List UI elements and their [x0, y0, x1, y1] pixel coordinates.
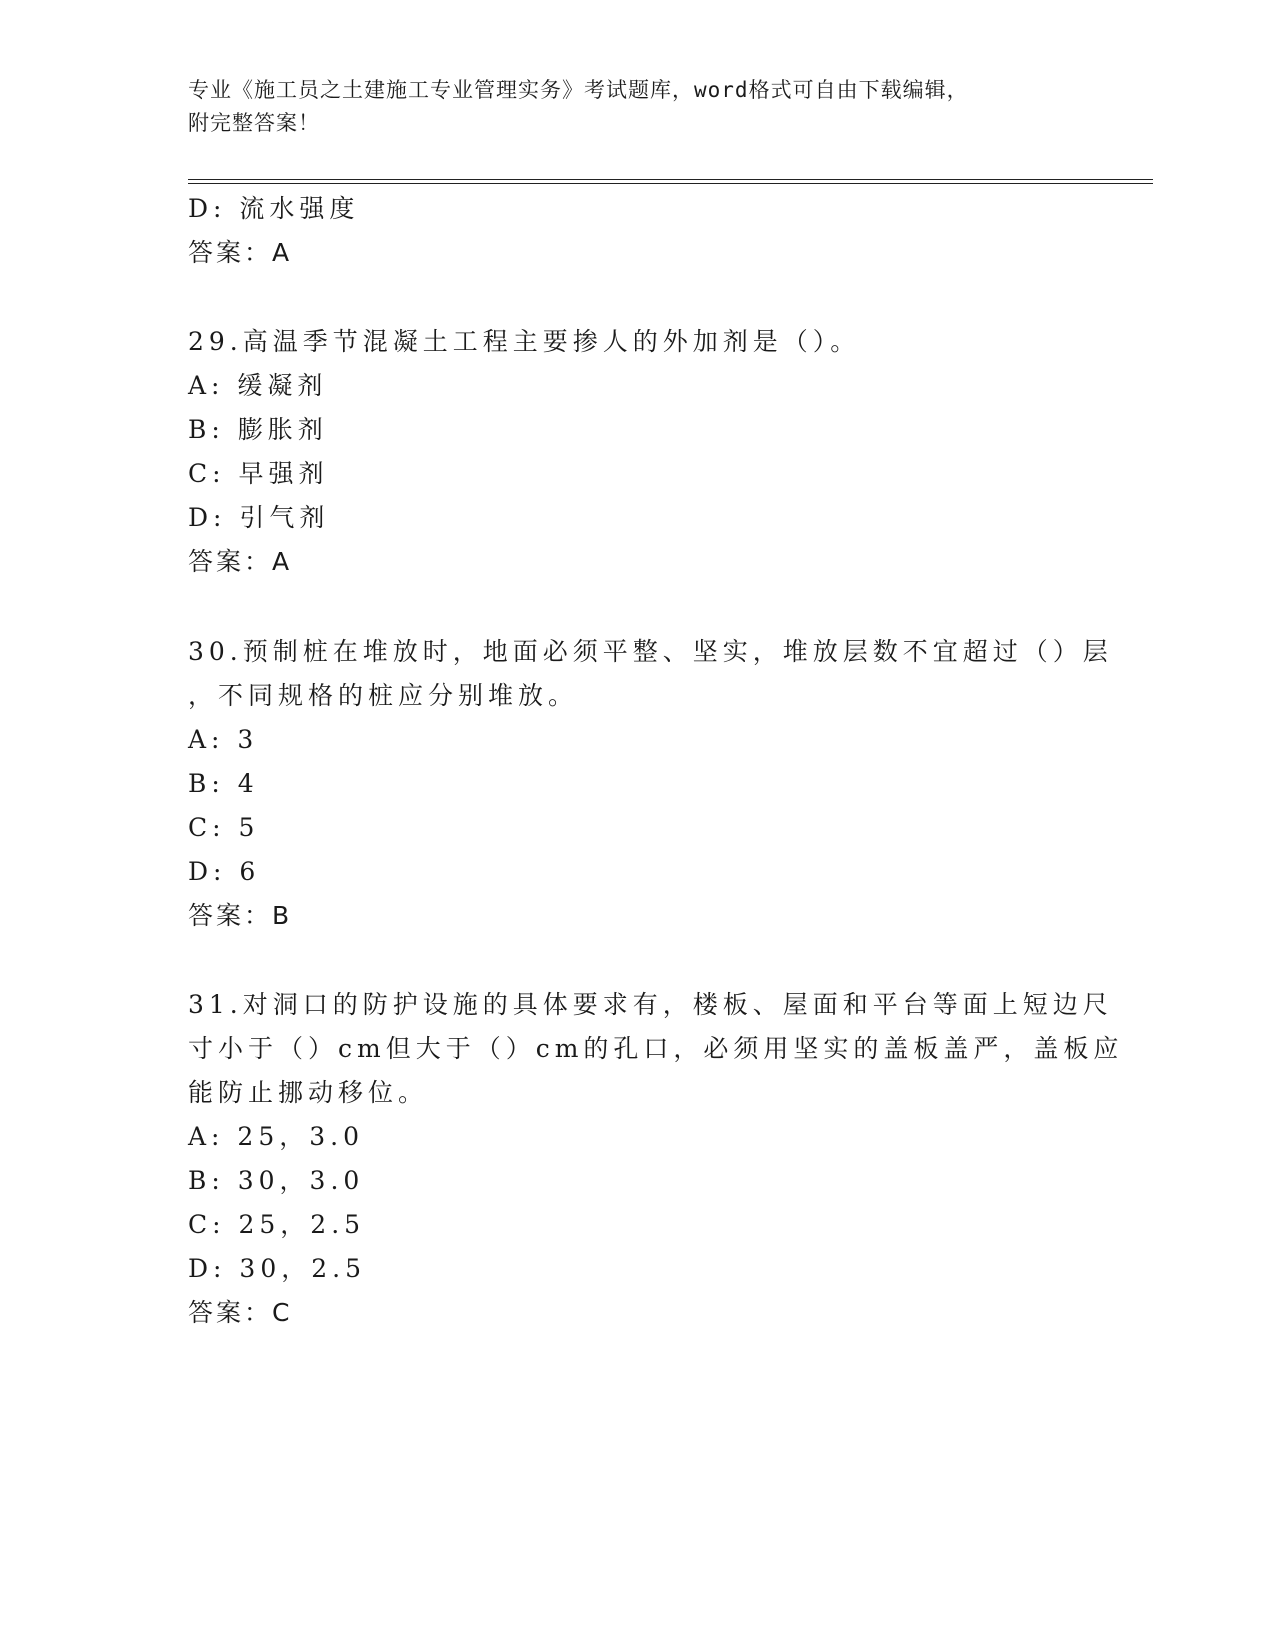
header-line-1: 专业《施工员之土建施工专业管理实务》考试题库，word格式可自由下载编辑，: [188, 78, 969, 102]
q30-option-a: A: 3: [188, 725, 259, 754]
q30-option-d: D: 6: [188, 857, 261, 886]
q31-stem-line-2: 寸小于（）cm但大于（）cm的孔口，必须用坚实的盖板盖严，盖板应: [188, 1034, 1124, 1063]
header-rule-top: [188, 179, 1153, 180]
q29-answer: 答案：A: [188, 547, 293, 576]
q30-stem-line-2: ，不同规格的桩应分别堆放。: [188, 681, 579, 710]
q31-option-a: A: 25，3.0: [188, 1122, 364, 1151]
q29-option-d: D: 引气剂: [188, 503, 330, 532]
q31-answer: 答案：C: [188, 1298, 293, 1327]
prev-option-d: D: 流水强度: [188, 194, 360, 223]
prev-answer: 答案：A: [188, 238, 293, 267]
q30-stem-line-1: 30.预制桩在堆放时，地面必须平整、坚实，堆放层数不宜超过（）层: [188, 637, 1113, 666]
q30-answer: 答案：B: [188, 901, 293, 930]
q30-option-c: C: 5: [188, 813, 260, 842]
q29-option-c: C: 早强剂: [188, 459, 329, 488]
q29-option-a: A: 缓凝剂: [188, 371, 328, 400]
q31-option-b: B: 30，3.0: [188, 1166, 365, 1195]
q31-stem-line-3: 能防止挪动移位。: [188, 1078, 429, 1107]
header-line-2: 附完整答案！: [188, 111, 320, 135]
header-rule-bottom: [188, 183, 1153, 184]
q31-option-c: C: 25，2.5: [188, 1210, 366, 1239]
q31-option-d: D: 30，2.5: [188, 1254, 366, 1283]
q29-stem: 29.高温季节混凝土工程主要掺人的外加剂是（）。: [188, 327, 861, 356]
q29-option-b: B: 膨胀剂: [188, 415, 328, 444]
q31-stem-line-1: 31.对洞口的防护设施的具体要求有，楼板、屋面和平台等面上短边尺: [188, 990, 1113, 1019]
page-header: [188, 74, 1088, 140]
q30-option-b: B: 4: [188, 769, 259, 798]
